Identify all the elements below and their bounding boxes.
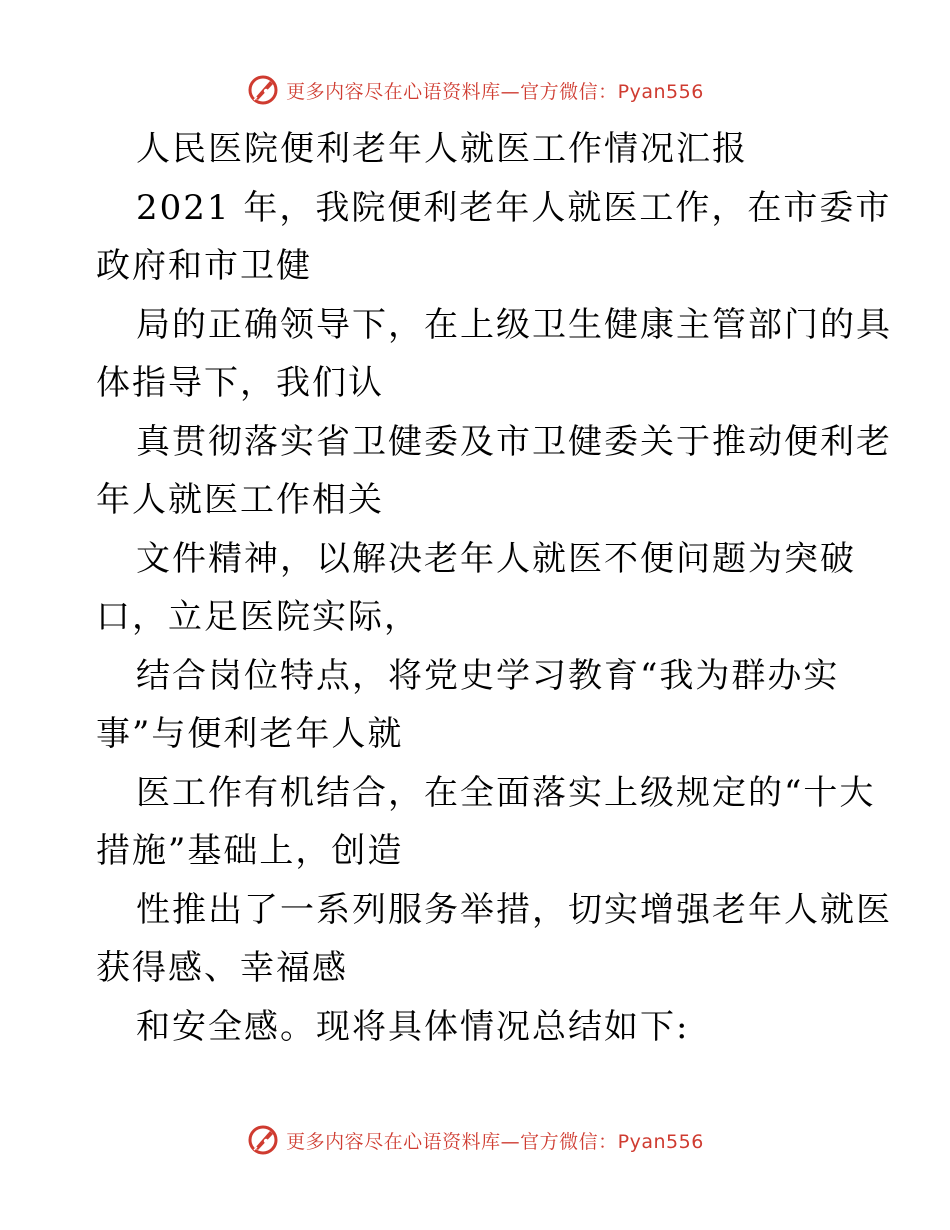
paragraph-line: 文件精神，以解决老年人就医不便问题为突破 (136, 538, 856, 579)
paragraph-line: 局的正确领导下，在上级卫生健康主管部门的具 (136, 304, 892, 345)
watermark-text: 更多内容尽在心语资料库—官方微信：Pyan556 (286, 1130, 704, 1153)
paragraph-line: 体指导下，我们认 (96, 363, 384, 403)
paragraph-line: 医工作有机结合，在全面落实上级规定的“十大 (136, 772, 876, 813)
quill-seal-logo-icon (246, 73, 280, 107)
paragraph-line: 政府和市卫健 (96, 246, 312, 286)
document-body (96, 120, 892, 1056)
quill-seal-logo-icon (246, 1123, 280, 1157)
paragraph-line: 措施”基础上，创造 (96, 831, 404, 871)
paragraph-line: 年人就医工作相关 (96, 480, 384, 520)
paragraph-line: 和安全感。现将具体情况总结如下: (136, 1006, 690, 1047)
paragraph-line: 事”与便利老年人就 (96, 714, 404, 754)
document-title: 人民医院便利老年人就医工作情况汇报 (136, 129, 748, 169)
paragraph-line: 口，立足医院实际， (96, 597, 420, 637)
paragraph-line: 性推出了一系列服务举措，切实增强老年人就医 (136, 889, 892, 930)
header-watermark (0, 70, 950, 110)
paragraph-line: 真贯彻落实省卫健委及市卫健委关于推动便利老 (136, 421, 892, 462)
paragraph-line: 2021 年，我院便利老年人就医工作，在市委市 (136, 187, 892, 228)
paragraph-line: 获得感、幸福感 (96, 948, 348, 988)
watermark-text: 更多内容尽在心语资料库—官方微信：Pyan556 (286, 80, 704, 103)
paragraph-line: 结合岗位特点，将党史学习教育“我为群办实 (136, 655, 840, 696)
footer-watermark (0, 1120, 950, 1160)
